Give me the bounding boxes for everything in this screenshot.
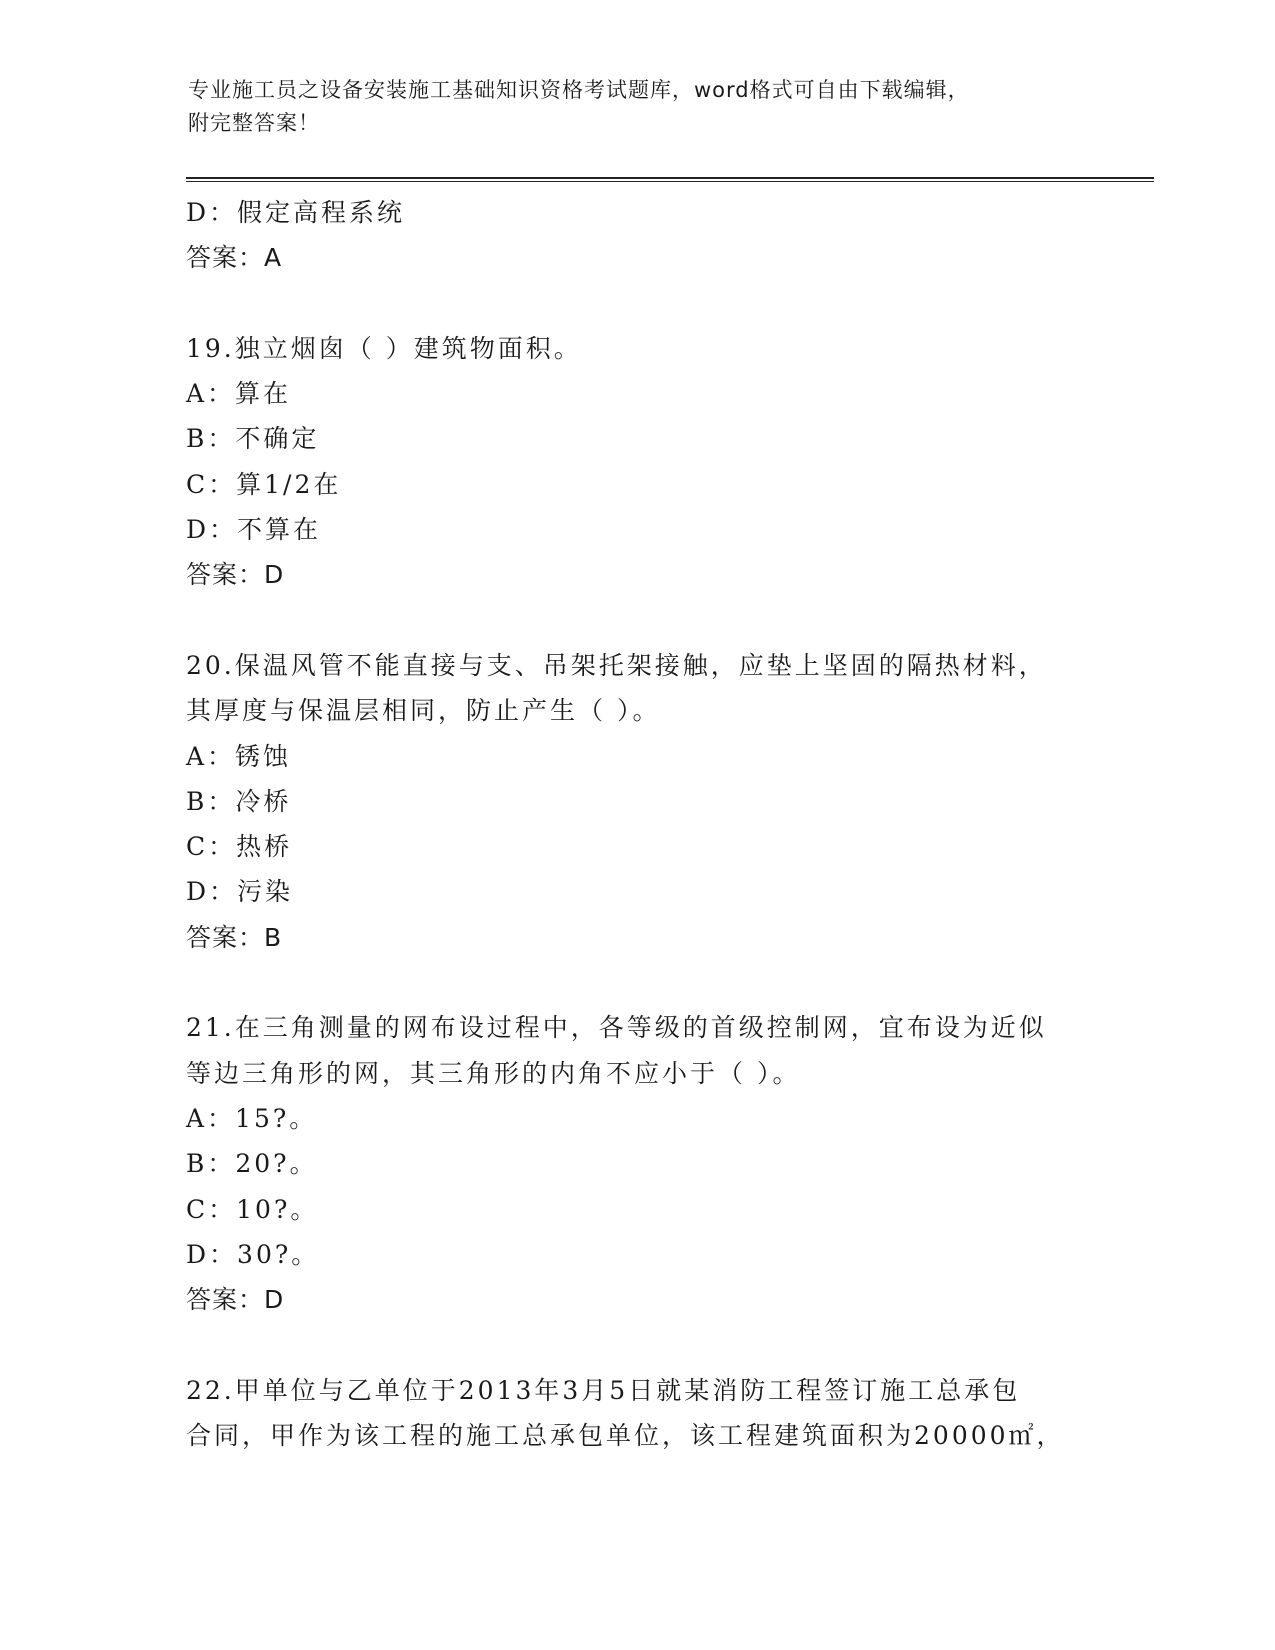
option-b: B：20?。 xyxy=(186,1149,318,1179)
question-content xyxy=(186,190,1156,1458)
option-d: D：不算在 xyxy=(186,515,322,545)
document-header xyxy=(188,74,1058,140)
spacer xyxy=(186,1322,1156,1367)
question-20 xyxy=(186,643,1156,960)
header-line-2: 附完整答案！ xyxy=(188,111,320,135)
question-text: 20.保温风管不能直接与支、吊架托架接触，应垫上坚固的隔热材料， xyxy=(186,650,1047,680)
option-b: B：不确定 xyxy=(186,424,320,454)
question-text: 19.独立烟囱（ ）建筑物面积。 xyxy=(186,333,582,363)
question-text: 其厚度与保温层相同，防止产生（ ）。 xyxy=(186,696,661,726)
answer: 答案：D xyxy=(186,560,285,590)
option-d: D：30?。 xyxy=(186,1239,320,1269)
option-c: C：10?。 xyxy=(186,1194,319,1224)
option-c: C：热桥 xyxy=(186,832,293,862)
header-divider xyxy=(186,177,1154,182)
prev-answer: 答案：A xyxy=(186,243,283,273)
header-line-1: 专业施工员之设备安装施工基础知识资格考试题库，word格式可自由下载编辑， xyxy=(188,78,970,102)
question-text: 等边三角形的网，其三角形的内角不应小于（ ）。 xyxy=(186,1058,801,1088)
question-text: 合同，甲作为该工程的施工总承包单位，该工程建筑面积为20000㎡， xyxy=(186,1421,1065,1451)
answer: 答案：D xyxy=(186,1285,285,1315)
question-21 xyxy=(186,1005,1156,1322)
spacer xyxy=(186,598,1156,643)
option-a: A：算在 xyxy=(186,379,292,409)
option-b: B：冷桥 xyxy=(186,786,292,816)
question-text: 22.甲单位与乙单位于2013年3月5日就某消防工程签订施工总承包 xyxy=(186,1375,1021,1405)
spacer xyxy=(186,960,1156,1005)
spacer xyxy=(186,281,1156,326)
option-d: D：污染 xyxy=(186,877,294,907)
question-text: 21.在三角测量的网布设过程中，各等级的首级控制网，宜布设为近似 xyxy=(186,1013,1047,1043)
option-c: C：算1/2在 xyxy=(186,469,342,499)
prev-option-d: D：假定高程系统 xyxy=(186,198,406,227)
option-a: A：锈蚀 xyxy=(186,741,292,771)
option-a: A：15?。 xyxy=(186,1103,318,1133)
question-19 xyxy=(186,326,1156,598)
question-22 xyxy=(186,1368,1156,1459)
answer: 答案：B xyxy=(186,922,283,952)
